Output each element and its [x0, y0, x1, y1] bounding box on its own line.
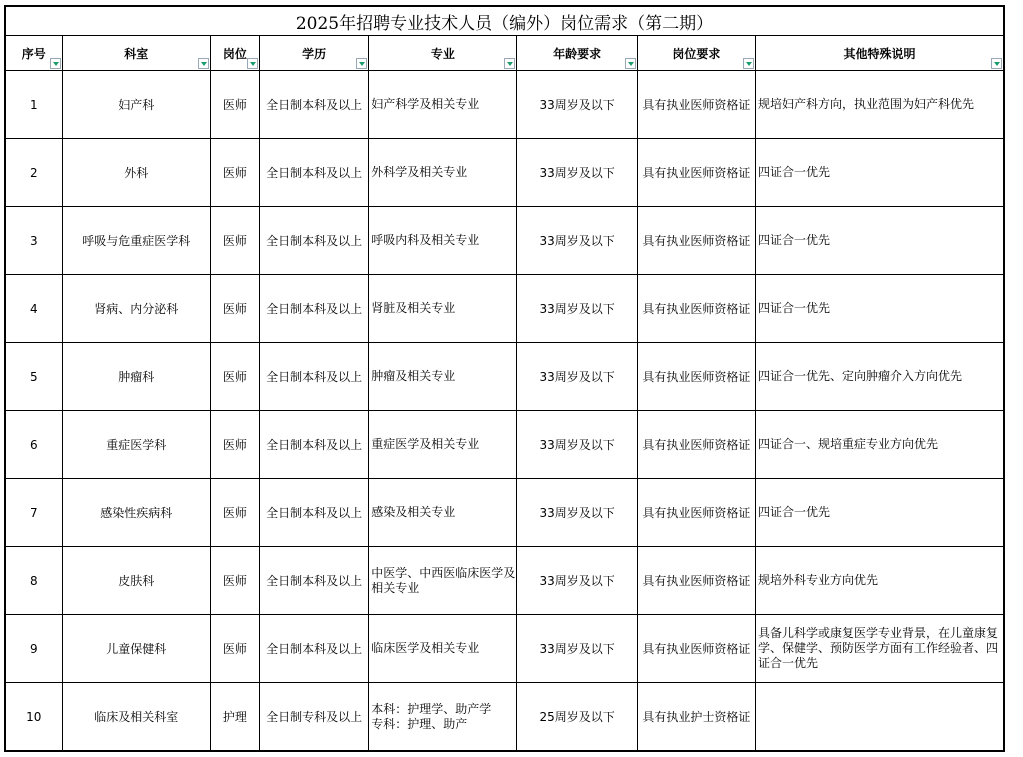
cell-req[interactable]: 具有执业医师资格证 [637, 139, 755, 207]
cell-post[interactable]: 医师 [210, 71, 259, 139]
filter-dropdown-icon[interactable] [356, 58, 367, 69]
cell-age[interactable]: 33周岁及以下 [517, 615, 637, 683]
table-title: 2025年招聘专业技术人员（编外）岗位需求（第二期） [5, 6, 1004, 36]
cell-dept[interactable]: 感染性疾病科 [62, 479, 210, 547]
cell-seq[interactable]: 3 [5, 207, 62, 275]
cell-req[interactable]: 具有执业医师资格证 [637, 479, 755, 547]
cell-seq[interactable]: 10 [5, 683, 62, 752]
cell-post[interactable]: 医师 [210, 275, 259, 343]
cell-dept[interactable]: 临床及相关科室 [62, 683, 210, 752]
cell-notes[interactable]: 四证合一、规培重症专业方向优先 [755, 411, 1004, 479]
cell-seq[interactable]: 1 [5, 71, 62, 139]
table-row [5, 615, 1004, 683]
cell-post[interactable]: 医师 [210, 411, 259, 479]
cell-post[interactable]: 医师 [210, 139, 259, 207]
header-post-label: 岗位 [222, 46, 247, 61]
cell-major[interactable]: 中医学、中西医临床医学及相关专业 [369, 547, 517, 615]
cell-req[interactable]: 具有执业医师资格证 [637, 207, 755, 275]
cell-seq[interactable]: 6 [5, 411, 62, 479]
cell-post[interactable]: 护理 [210, 683, 259, 752]
cell-dept[interactable]: 肾病、内分泌科 [62, 275, 210, 343]
cell-notes[interactable]: 规培外科专业方向优先 [755, 547, 1004, 615]
cell-seq[interactable]: 9 [5, 615, 62, 683]
cell-notes[interactable] [755, 683, 1004, 752]
cell-major[interactable]: 本科：护理学、助产学 专科：护理、助产 [369, 683, 517, 752]
cell-dept[interactable]: 呼吸与危重症医学科 [62, 207, 210, 275]
cell-req[interactable]: 具有执业医师资格证 [637, 343, 755, 411]
cell-req[interactable]: 具有执业医师资格证 [637, 547, 755, 615]
cell-post[interactable]: 医师 [210, 615, 259, 683]
cell-edu[interactable]: 全日制本科及以上 [259, 275, 368, 343]
header-req [637, 36, 755, 71]
cell-post[interactable]: 医师 [210, 207, 259, 275]
cell-major[interactable]: 肾脏及相关专业 [369, 275, 517, 343]
table-row [5, 71, 1004, 139]
cell-dept[interactable]: 皮肤科 [62, 547, 210, 615]
header-major [369, 36, 517, 71]
cell-post[interactable]: 医师 [210, 343, 259, 411]
table-row [5, 275, 1004, 343]
cell-dept[interactable]: 肿瘤科 [62, 343, 210, 411]
header-dept-label: 科室 [124, 46, 149, 61]
cell-seq[interactable]: 7 [5, 479, 62, 547]
cell-age[interactable]: 33周岁及以下 [517, 275, 637, 343]
cell-age[interactable]: 33周岁及以下 [517, 207, 637, 275]
header-edu [259, 36, 368, 71]
filter-dropdown-icon[interactable] [743, 58, 754, 69]
cell-post[interactable]: 医师 [210, 479, 259, 547]
cell-seq[interactable]: 8 [5, 547, 62, 615]
header-notes [755, 36, 1004, 71]
cell-edu[interactable]: 全日制本科及以上 [259, 479, 368, 547]
cell-age[interactable]: 33周岁及以下 [517, 343, 637, 411]
cell-dept[interactable]: 儿童保健科 [62, 615, 210, 683]
cell-edu[interactable]: 全日制本科及以上 [259, 71, 368, 139]
cell-major[interactable]: 妇产科学及相关专业 [369, 71, 517, 139]
table-row [5, 547, 1004, 615]
cell-notes[interactable]: 具备儿科学或康复医学专业背景，在儿童康复学、保健学、预防医学方面有工作经验者、四证合一优先 [755, 615, 1004, 683]
cell-dept[interactable]: 外科 [62, 139, 210, 207]
filter-dropdown-icon[interactable] [247, 58, 258, 69]
cell-post[interactable]: 医师 [210, 547, 259, 615]
cell-seq[interactable]: 4 [5, 275, 62, 343]
table-row [5, 207, 1004, 275]
cell-req[interactable]: 具有执业医师资格证 [637, 615, 755, 683]
cell-edu[interactable]: 全日制本科及以上 [259, 615, 368, 683]
cell-req[interactable]: 具有执业医师资格证 [637, 71, 755, 139]
cell-major[interactable]: 外科学及相关专业 [369, 139, 517, 207]
cell-edu[interactable]: 全日制本科及以上 [259, 547, 368, 615]
job-requirements-table [4, 5, 1005, 752]
cell-age[interactable]: 25周岁及以下 [517, 683, 637, 752]
cell-edu[interactable]: 全日制本科及以上 [259, 343, 368, 411]
header-age [517, 36, 637, 71]
header-edu-label: 学历 [302, 46, 327, 61]
cell-age[interactable]: 33周岁及以下 [517, 479, 637, 547]
cell-major[interactable]: 临床医学及相关专业 [369, 615, 517, 683]
filter-dropdown-icon[interactable] [50, 58, 61, 69]
header-row [5, 36, 1004, 71]
filter-dropdown-icon[interactable] [625, 58, 636, 69]
cell-notes[interactable]: 四证合一优先 [755, 207, 1004, 275]
cell-seq[interactable]: 5 [5, 343, 62, 411]
cell-notes[interactable]: 规培妇产科方向，执业范围为妇产科优先 [755, 71, 1004, 139]
header-post [210, 36, 259, 71]
header-req-label: 岗位要求 [672, 46, 721, 61]
cell-edu[interactable]: 全日制专科及以上 [259, 683, 368, 752]
table-row [5, 479, 1004, 547]
cell-edu[interactable]: 全日制本科及以上 [259, 139, 368, 207]
header-seq-label: 序号 [21, 46, 46, 61]
cell-major[interactable]: 重症医学及相关专业 [369, 411, 517, 479]
cell-major[interactable]: 呼吸内科及相关专业 [369, 207, 517, 275]
cell-age[interactable]: 33周岁及以下 [517, 547, 637, 615]
cell-notes[interactable]: 四证合一优先 [755, 479, 1004, 547]
cell-dept[interactable]: 重症医学科 [62, 411, 210, 479]
cell-seq[interactable]: 2 [5, 139, 62, 207]
cell-req[interactable]: 具有执业医师资格证 [637, 411, 755, 479]
cell-notes[interactable]: 四证合一优先 [755, 275, 1004, 343]
cell-req[interactable]: 具有执业护士资格证 [637, 683, 755, 752]
header-seq [5, 36, 62, 71]
filter-dropdown-icon[interactable] [991, 58, 1002, 69]
table-row [5, 139, 1004, 207]
cell-major[interactable]: 肿瘤及相关专业 [369, 343, 517, 411]
cell-age[interactable]: 33周岁及以下 [517, 411, 637, 479]
cell-req[interactable]: 具有执业医师资格证 [637, 275, 755, 343]
table-row [5, 411, 1004, 479]
cell-edu[interactable]: 全日制本科及以上 [259, 207, 368, 275]
cell-dept[interactable]: 妇产科 [62, 71, 210, 139]
header-dept [62, 36, 210, 71]
cell-age[interactable]: 33周岁及以下 [517, 71, 637, 139]
filter-dropdown-icon[interactable] [198, 58, 209, 69]
cell-notes[interactable]: 四证合一优先 [755, 139, 1004, 207]
header-age-label: 年龄要求 [553, 46, 602, 61]
table-row [5, 683, 1004, 752]
header-notes-label: 其他特殊说明 [843, 46, 916, 61]
cell-age[interactable]: 33周岁及以下 [517, 139, 637, 207]
cell-edu[interactable]: 全日制本科及以上 [259, 411, 368, 479]
filter-dropdown-icon[interactable] [504, 58, 515, 69]
header-major-label: 专业 [430, 46, 455, 61]
cell-major[interactable]: 感染及相关专业 [369, 479, 517, 547]
cell-notes[interactable]: 四证合一优先、定向肿瘤介入方向优先 [755, 343, 1004, 411]
table-row [5, 343, 1004, 411]
